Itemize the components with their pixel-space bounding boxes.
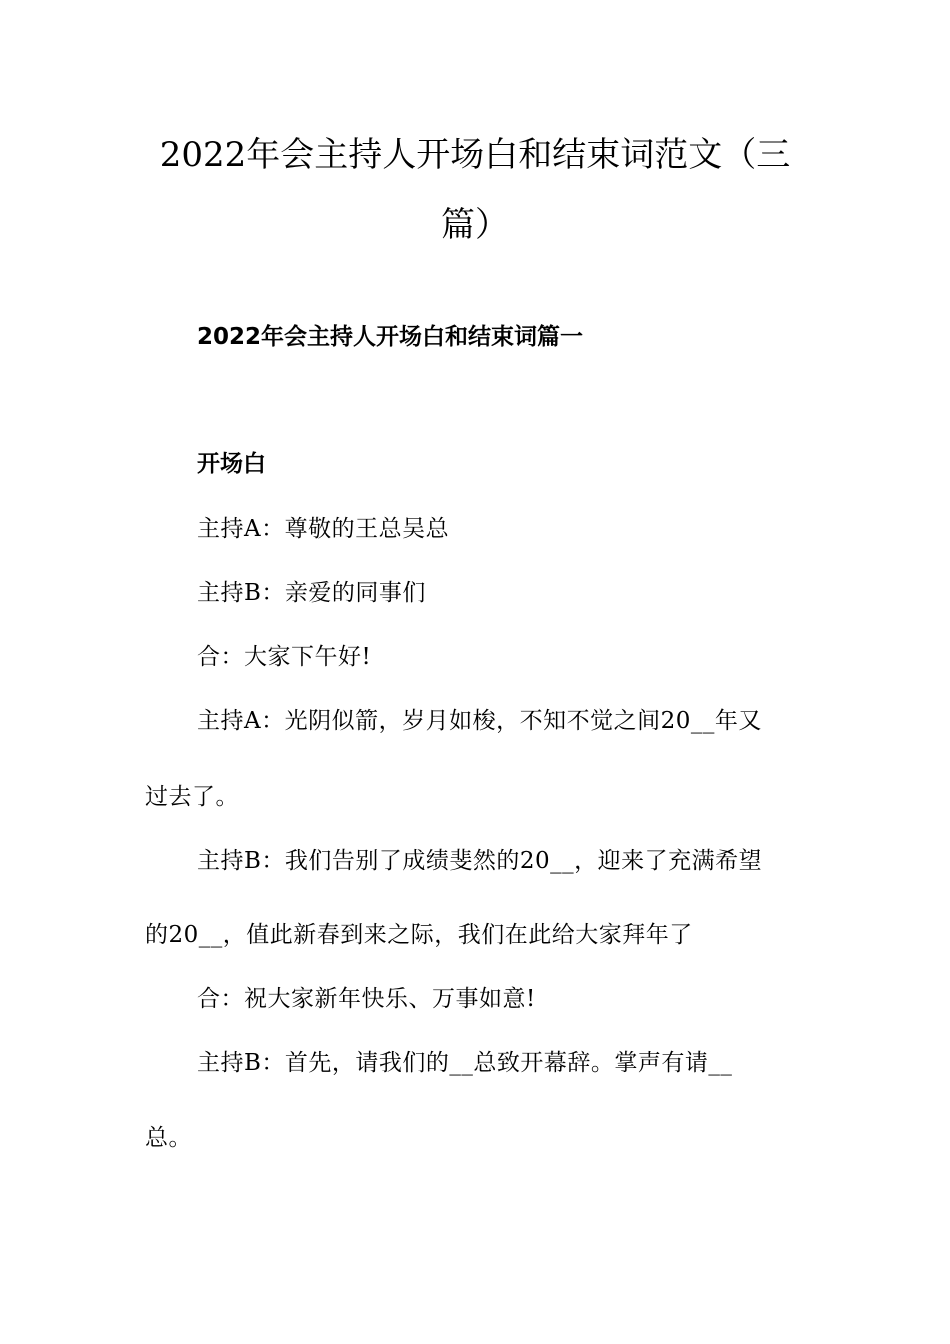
paragraph-line: 主持B：首先，请我们的__总致开幕辞。掌声有请__ [197,1050,733,1076]
paragraph-line-continued: 总。 [145,1125,192,1151]
sub-heading-opening: 开场白 [197,451,266,477]
paragraph-line-continued: 过去了。 [145,784,239,810]
document-title-line-2: 篇） [441,205,509,245]
paragraph-line: 合：大家下午好! [197,644,372,670]
paragraph-line: 合：祝大家新年快乐、万事如意! [197,986,536,1012]
paragraph-line: 主持B：我们告别了成绩斐然的20__，迎来了充满希望 [197,848,763,874]
paragraph-line: 主持A：光阴似箭，岁月如梭，不知不觉之间20__年又 [197,708,762,734]
paragraph-line-continued: 的20__，值此新春到来之际，我们在此给大家拜年了 [145,922,693,948]
document-title-line-1: 2022年会主持人开场白和结束词范文（三 [159,135,791,175]
paragraph-line: 主持A：尊敬的王总吴总 [197,516,450,542]
section-title: 2022年会主持人开场白和结束词篇一 [197,324,584,350]
paragraph-line: 主持B：亲爱的同事们 [197,580,426,606]
